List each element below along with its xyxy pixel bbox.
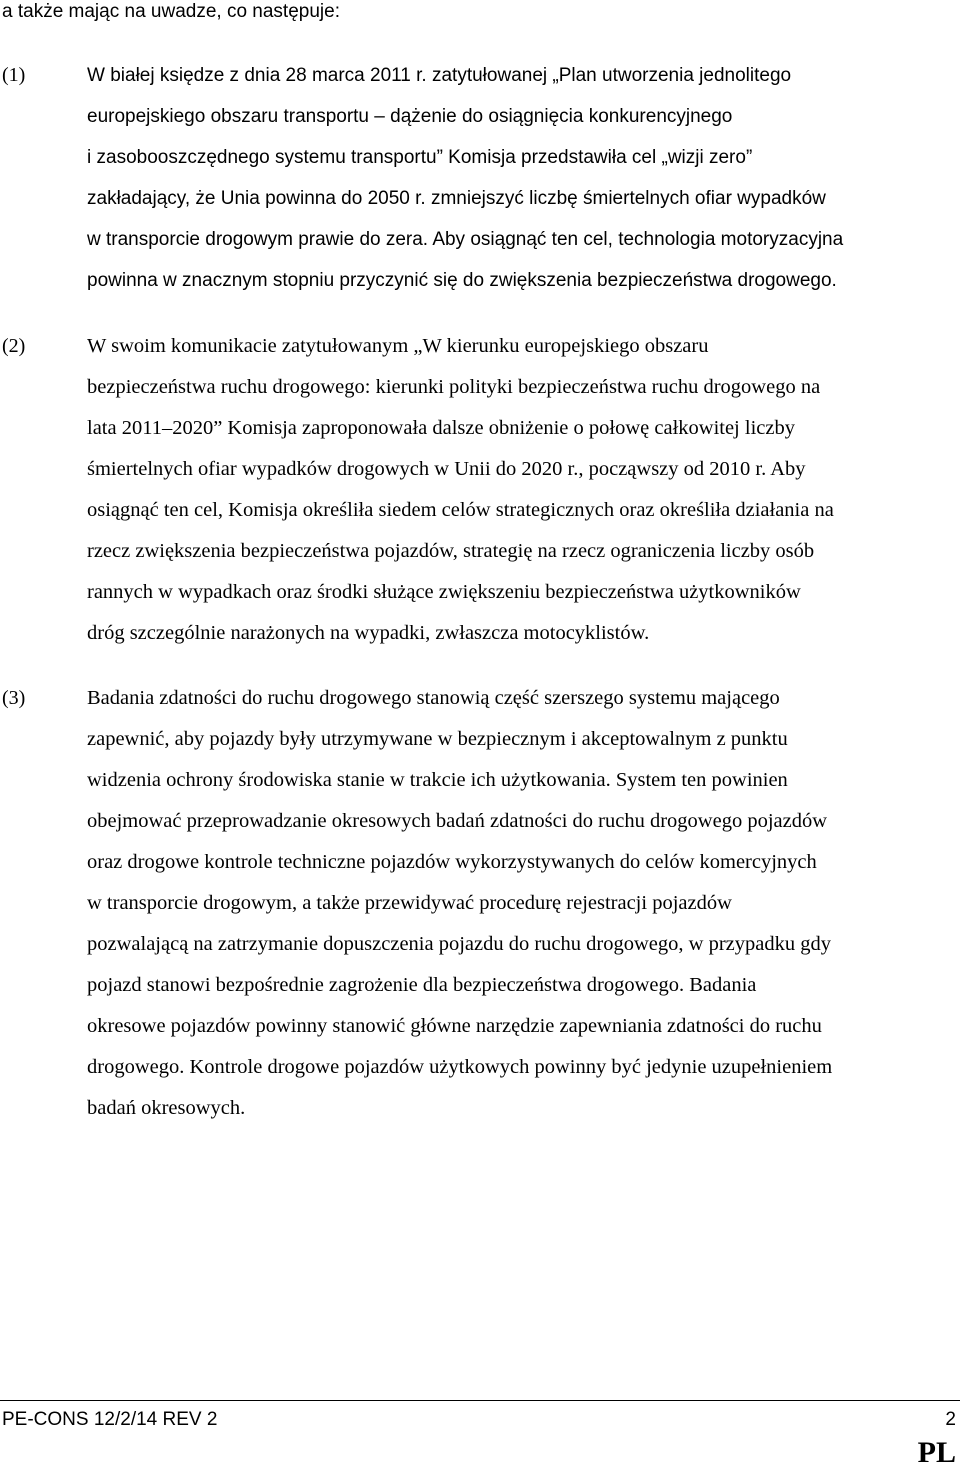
recital-line: pozwalającą na zatrzymanie dopuszczenia pojazdu do ruchu drogowego, w przypadku gdy [87, 933, 831, 955]
recital-text [87, 326, 834, 654]
recital-number: (2) [2, 335, 26, 357]
recital-text [87, 678, 832, 1129]
recital-line: i zasobooszczędnego systemu transportu” Komisja przedstawiła cel „wizji zero” [87, 147, 753, 168]
recital-line: dróg szczególnie narażonych na wypadki, zwłaszcza motocyklistów. [87, 622, 650, 644]
recital-line: pojazd stanowi bezpośrednie zagrożenie dla bezpieczeństwa drogowego. Badania [87, 974, 757, 996]
recital-line: W białej księdze z dnia 28 marca 2011 r. zatytułowanej „Plan utworzenia jednolitego [87, 65, 792, 86]
recital-line: badań okresowych. [87, 1097, 246, 1119]
recital-line: widzenia ochrony środowiska stanie w trakcie ich użytkowania. System ten powinien [87, 769, 788, 791]
recital-line: okresowe pojazdów powinny stanowić główne narzędzie zapewniania zdatności do ruchu [87, 1015, 822, 1037]
recital-line: osiągnąć ten cel, Komisja określiła siedem celów strategicznych oraz określiła działania na [87, 499, 834, 521]
recital-line: powinna w znacznym stopniu przyczynić się do zwiększenia bezpieczeństwa drogowego. [87, 270, 837, 291]
recital-number: (3) [2, 687, 26, 709]
recital-line: drogowego. Kontrole drogowe pojazdów użytkowych powinny być jedynie uzupełnieniem [87, 1056, 833, 1078]
document-reference: PE-CONS 12/2/14 REV 2 [2, 1409, 218, 1430]
recital-line: rannych w wypadkach oraz środki służące zwiększeniu bezpieczeństwa użytkowników [87, 581, 801, 603]
recital-line: śmiertelnych ofiar wypadków drogowych w Unii do 2020 r., począwszy od 2010 r. Aby [87, 458, 806, 480]
recital-line: rzecz zwiększenia bezpieczeństwa pojazdów, strategię na rzecz ograniczenia liczby osób [87, 540, 815, 562]
recital-line: lata 2011–2020” Komisja zaproponowała dalsze obniżenie o połowę całkowitej liczby [87, 417, 795, 439]
recital-line: W swoim komunikacie zatytułowanym „W kierunku europejskiego obszaru [87, 335, 709, 357]
footer-divider [0, 1400, 960, 1401]
recital-line: zakładający, że Unia powinna do 2050 r. zmniejszyć liczbę śmiertelnych ofiar wypadków [87, 188, 826, 209]
recital-line: zapewnić, aby pojazdy były utrzymywane w bezpiecznym i akceptowalnym z punktu [87, 728, 788, 750]
language-code: PL [917, 1436, 956, 1469]
page-number: 2 [945, 1409, 956, 1430]
recital-text [87, 55, 843, 301]
recital-line: w transporcie drogowym prawie do zera. Aby osiągnąć ten cel, technologia motoryzacyjna [87, 229, 844, 250]
intro-text: a także mając na uwadze, co następuje: [2, 1, 340, 22]
recital-line: bezpieczeństwa ruchu drogowego: kierunki polityki bezpieczeństwa ruchu drogowego na [87, 376, 821, 398]
recital-line: w transporcie drogowym, a także przewidywać procedurę rejestracji pojazdów [87, 892, 732, 914]
recital-number: (1) [2, 64, 26, 86]
recital-line: oraz drogowe kontrole techniczne pojazdów wykorzystywanych do celów komercyjnych [87, 851, 817, 873]
recital-line: Badania zdatności do ruchu drogowego stanowią część szerszego systemu mającego [87, 687, 780, 709]
recital-line: europejskiego obszaru transportu – dążenie do osiągnięcia konkurencyjnego [87, 106, 733, 127]
recital-line: obejmować przeprowadzanie okresowych badań zdatności do ruchu drogowego pojazdów [87, 810, 828, 832]
